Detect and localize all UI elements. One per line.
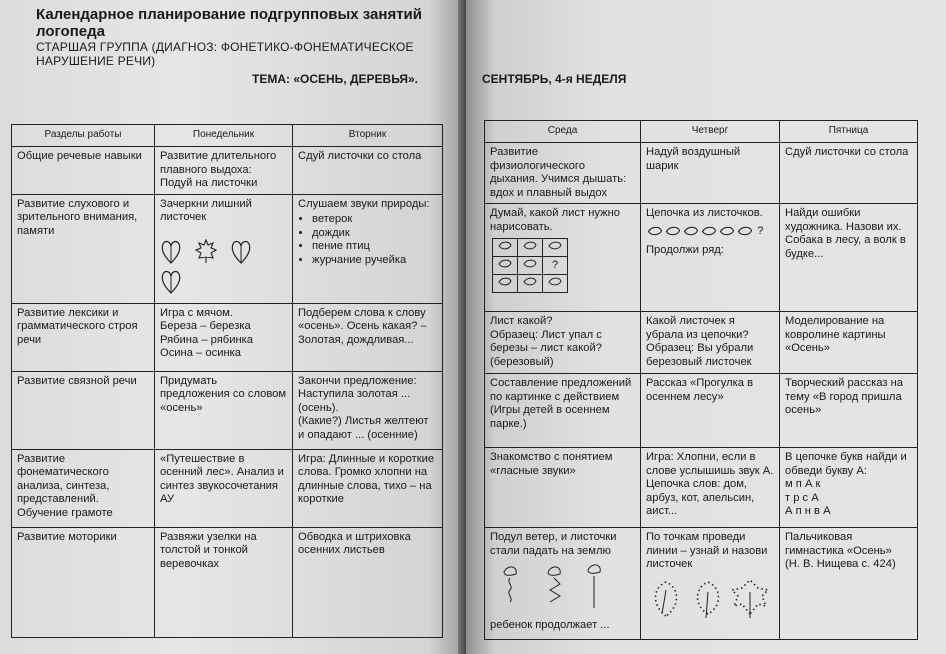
table-row [12, 303, 443, 371]
leaf-icon [718, 225, 736, 237]
table-row [12, 449, 443, 527]
table-row [485, 374, 918, 448]
section-cell: Развитие лексики и грамматического строя речи [12, 303, 155, 371]
tuesday-cell: Закончи предложение: Наступила золотая ... (осень). (Какие?) Листья желтеют и опадают ... (осенние) [293, 371, 443, 449]
table-row [485, 448, 918, 528]
topic-title: ТЕМА: «ОСЕНЬ, ДЕРЕВЬЯ». [252, 72, 418, 86]
letter-chain: м п А к [785, 478, 821, 490]
leaf-row [160, 239, 287, 300]
wednesday-cell: Знакомство с понятием «гласные звуки» [485, 448, 641, 528]
table-header-row [485, 121, 918, 143]
monday-cell: Придумать предложения со словом «осень» [155, 371, 293, 449]
letter-chain: А п н в А [785, 505, 831, 517]
monday-cell [155, 194, 293, 303]
monday-cell: Игра с мячом. Береза – березка Рябина – рябинка Осина – осинка [155, 303, 293, 371]
leaf-icon [497, 240, 513, 251]
leaf-icon [522, 240, 538, 251]
thursday-cell: Какой листочек я убрала из цепочки? Образец: Вы убрали березовый листочек [641, 312, 780, 374]
monday-text: Зачеркни лишний листочек [160, 197, 252, 223]
tuesday-cell: Игра: Длинные и короткие слова. Громко хлопни на длинные слова, тихо – на короткие [293, 449, 443, 527]
leaf-icon [700, 225, 718, 237]
leaf-icon [547, 276, 563, 287]
friday-cell: Пальчиковая гимнастика «Осень» (Н. В. Нищева с. 424) [780, 528, 918, 640]
table-row [485, 143, 918, 204]
wednesday-cell: Лист какой? Образец: Лист упал с березы – лист какой? (березовый) [485, 312, 641, 374]
tuesday-cell: Подберем слова к слову «осень». Осень какая? – Золотая, дождливая... [293, 303, 443, 371]
list-item: • ветерок [312, 213, 437, 227]
section-cell: Развитие связной речи [12, 371, 155, 449]
section-cell: Развитие фонематического анализа, синтеза, представлений. Обучение грамоте [12, 449, 155, 527]
question-mark: ? [757, 224, 764, 237]
column-header: Среда [485, 121, 641, 143]
leaf-icon [497, 276, 513, 287]
friday-cell: Творческий рассказ на тему «В город пришла осень» [780, 374, 918, 448]
leaf-icon [682, 225, 700, 237]
friday-text: В цепочке букв найди и обведи букву А: [785, 451, 907, 477]
table-row [12, 147, 443, 195]
thursday-cell [641, 528, 780, 640]
wednesday-cell: Развитие физиологического дыхания. Учимся дышать: вдох и плавный выдох [485, 143, 641, 204]
leaf-grid [492, 238, 568, 293]
monday-cell: «Путешествие в осенний лес». Анализ и синтез звукосочетания АУ [155, 449, 293, 527]
thursday-cell: Рассказ «Прогулка в осеннем лесу» [641, 374, 780, 448]
thursday-text: Цепочка из листочков. [646, 207, 763, 219]
thursday-cell: Игра: Хлопни, если в слове услышишь звук А. Цепочка слов: дом, арбуз, кот, апельсин, аист... [641, 448, 780, 528]
right-page [466, 0, 946, 654]
table-row [12, 371, 443, 449]
monday-cell: Развяжи узелки на толстой и тонкой веревочках [155, 527, 293, 637]
section-cell: Развитие моторики [12, 527, 155, 637]
wednesday-cell [485, 528, 641, 640]
column-header: Пятница [780, 121, 918, 143]
thursday-text: По точкам проведи линии – узнай и назови листочек [646, 531, 768, 570]
friday-cell: Найди ошибки художника. Назови их. Собака в лесу, а волк в будке... [780, 204, 918, 312]
left-schedule-table [11, 124, 443, 638]
thursday-cell: Надуй воздушный шарик [641, 143, 780, 204]
week-title: СЕНТЯБРЬ, 4-я НЕДЕЛЯ [482, 72, 627, 86]
monday-cell: Развитие длительного плавного выдоха: Подуй на листочки [155, 147, 293, 195]
wednesday-cell: Составление предложений по картинке с действием (Игры детей в осеннем парке.) [485, 374, 641, 448]
section-cell: Развитие слухового и зрительного внимания, памяти [12, 194, 155, 303]
table-row [12, 527, 443, 637]
question-mark: ? [543, 257, 568, 275]
list-item: • пение птиц [312, 240, 437, 254]
leaf-icon [230, 239, 252, 265]
table-header-row [12, 125, 443, 147]
section-cell: Общие речевые навыки [12, 147, 155, 195]
right-schedule-table [484, 120, 918, 640]
wednesday-text: Думай, какой лист нужно нарисовать. [490, 207, 621, 233]
maple-leaf-icon [195, 239, 217, 265]
thursday-after-text: Продолжи ряд: [646, 244, 724, 256]
leaf-icon [736, 225, 754, 237]
wednesday-text: Подул ветер, и листочки стали падать на землю [490, 531, 617, 557]
tuesday-intro: Слушаем звуки природы: [298, 197, 430, 210]
leaf-icon [646, 225, 664, 237]
column-header: Понедельник [155, 125, 293, 147]
leaf-icon [664, 225, 682, 237]
page-title: Календарное планирование подгрупповых занятий логопеда [36, 6, 422, 40]
wednesday-cell [485, 204, 641, 312]
thursday-cell [641, 204, 780, 312]
column-header: Четверг [641, 121, 780, 143]
group-subtitle: СТАРШАЯ ГРУППА (ДИАГНОЗ: ФОНЕТИКО-ФОНЕМАТИЧЕСКОЕ НАРУШЕНИЕ РЕЧИ) [36, 40, 414, 68]
left-page [0, 0, 466, 654]
letter-chain: т р с А [785, 491, 819, 504]
list-item: • дождик [312, 227, 437, 241]
column-header: Вторник [293, 125, 443, 147]
table-row [485, 312, 918, 374]
friday-cell: Сдуй листочки со стола [780, 143, 918, 204]
leaf-icon [160, 269, 182, 295]
dotted-leaves-illustration [646, 578, 772, 620]
leaf-icon [497, 258, 513, 269]
leaf-chain [646, 225, 774, 239]
tuesday-cell [293, 194, 443, 303]
list-item: • журчание ручейка [312, 254, 437, 268]
wednesday-after-text: ребенок продолжает ... [490, 618, 610, 631]
falling-leaves-illustration [496, 562, 616, 614]
friday-cell [780, 448, 918, 528]
leaf-icon [522, 258, 538, 269]
friday-cell: Моделирование на ковролине картины «Осень» [780, 312, 918, 374]
column-header: Разделы работы [12, 125, 155, 147]
leaf-icon [547, 240, 563, 251]
leaf-icon [522, 276, 538, 287]
tuesday-cell: Обводка и штриховка осенних листьев [293, 527, 443, 637]
leaf-icon [160, 239, 182, 265]
tuesday-cell: Сдуй листочки со стола [293, 147, 443, 195]
table-row [485, 528, 918, 640]
table-row [12, 194, 443, 303]
nature-sounds-list [298, 213, 437, 267]
table-row [485, 204, 918, 312]
